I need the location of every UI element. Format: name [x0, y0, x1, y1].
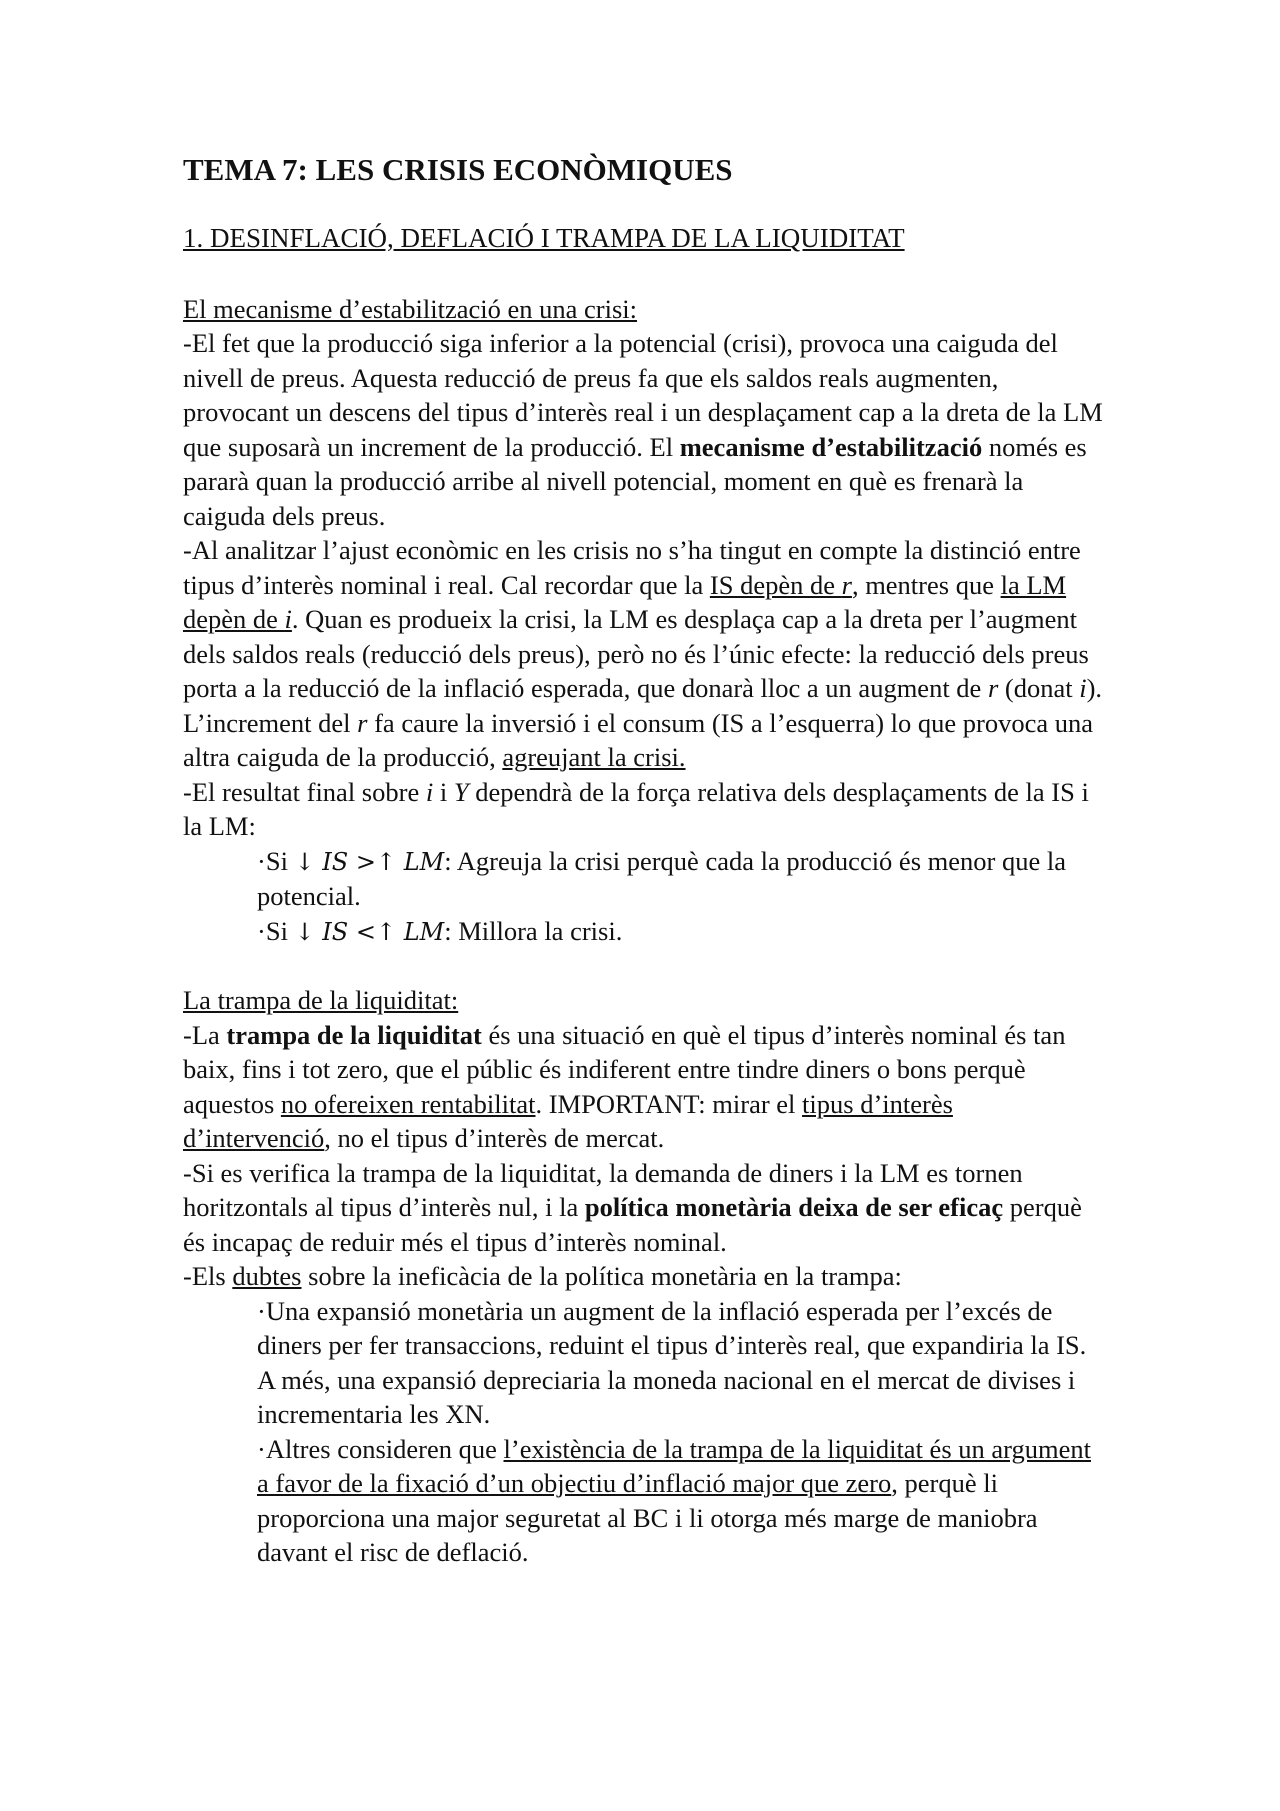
paragraph-monetary-policy: -Si es verifica la trampa de la liquiditat, la demanda de diners i la LM es tornen horitzontals al tipus d’interès nul, i la política monetària deixa de ser eficaç perquè és incapaç de reduir més el tipus d’interès nominal. [183, 1157, 1082, 1257]
subheading-liquidity-trap: La trampa de la liquiditat: [183, 985, 459, 1015]
bullet-is-less: ·Si ↓ IS <↑ LM: Millora la crisi. [257, 915, 623, 946]
paragraph-liquidity-trap: -La trampa de la liquiditat és una situació en què el tipus d’interès nominal és tan baix, fins i tot zero, que el públic és indiferent entre tindre diners o bons perquè aquestos no ofereixen rentabilitat. IMPORTANT: mirar el tipus d’interès d’intervenció, no el tipus d’interès de mercat. [183, 1019, 1066, 1153]
subheading-stabilization: El mecanisme d’estabilització en una crisi: [183, 293, 638, 324]
underline-lm: la LM depèn de i [183, 569, 1067, 634]
paragraph-nominal-real: -Al analitzar l’ajust econòmic en les crisis no s’ha tingut en compte la distinció entre tipus d’interès nominal i real. Cal recordar que la IS depèn de r, mentres que la LM depèn de i. Quan es produeix la crisi, la LM es desplaça cap a la dreta per l’augment dels saldos reals (reducció dels preus), però no és l’únic efecte: la reducció dels preus porta a la reducció de la inflació esperada, que donarà lloc a un augment de r (donat i). L’increment del r fa caure la inversió i el consum (IS a l’esquerra) lo que provoca una altra caiguda de la producció, agreujant la crisi. [183, 535, 1103, 772]
section-heading: 1. DESINFLACIÓ, DEFLACIÓ I TRAMPA DE LA LIQUIDITAT [183, 223, 905, 253]
page-title: TEMA 7: LES CRISIS ECONÒMIQUES [183, 152, 733, 187]
bullet-inflation-target: ·Altres consideren que l’existència de la trampa de la liquiditat és un argument a favor de la fixació d’un objectiu d’inflació major que zero, perquè li proporciona una major seguretat al BC i li otorga més marge de maniobra davant el risc de deflació. [257, 1433, 1091, 1567]
paragraph-stabilization: -El fet que la producció siga inferior a la potencial (crisi), provoca una caiguda del nivell de preus. Aquesta reducció de preus fa que els saldos reals augmenten, provocant un descens del tipus d’interès real i un desplaçament cap a la dreta de la LM que suposarà un increment de la producció. El mecanisme d’estabilització només es pararà quan la producció arribe al nivell potencial, moment en què es frenarà la caiguda dels preus. [183, 328, 1103, 531]
bullet-is-greater: ·Si ↓ IS >↑ LM: Agreuja la crisi perquè cada la producció és menor que la potencial. [257, 845, 1066, 911]
bold-term: mecanisme d’estabilització [679, 431, 983, 462]
document-page [183, 150, 1103, 1570]
paragraph-result: -El resultat final sobre i i Y dependrà de la força relativa dels desplaçaments de la IS i la LM: [183, 776, 1089, 841]
underline-is: IS depèn de r [709, 569, 852, 600]
underline-agreujant: agreujant la crisi. [502, 742, 686, 772]
bullet-monetary-expansion: ·Una expansió monetària un augment de la inflació esperada per l’excés de diners per fer transaccions, reduint el tipus d’interès real, que expandiria la IS. A més, una expansió depreciaria la moneda nacional en el mercat de divises i incrementaria les XN. [257, 1295, 1087, 1429]
paragraph-doubts: -Els dubtes sobre la ineficàcia de la política monetària en la trampa: [183, 1261, 902, 1291]
